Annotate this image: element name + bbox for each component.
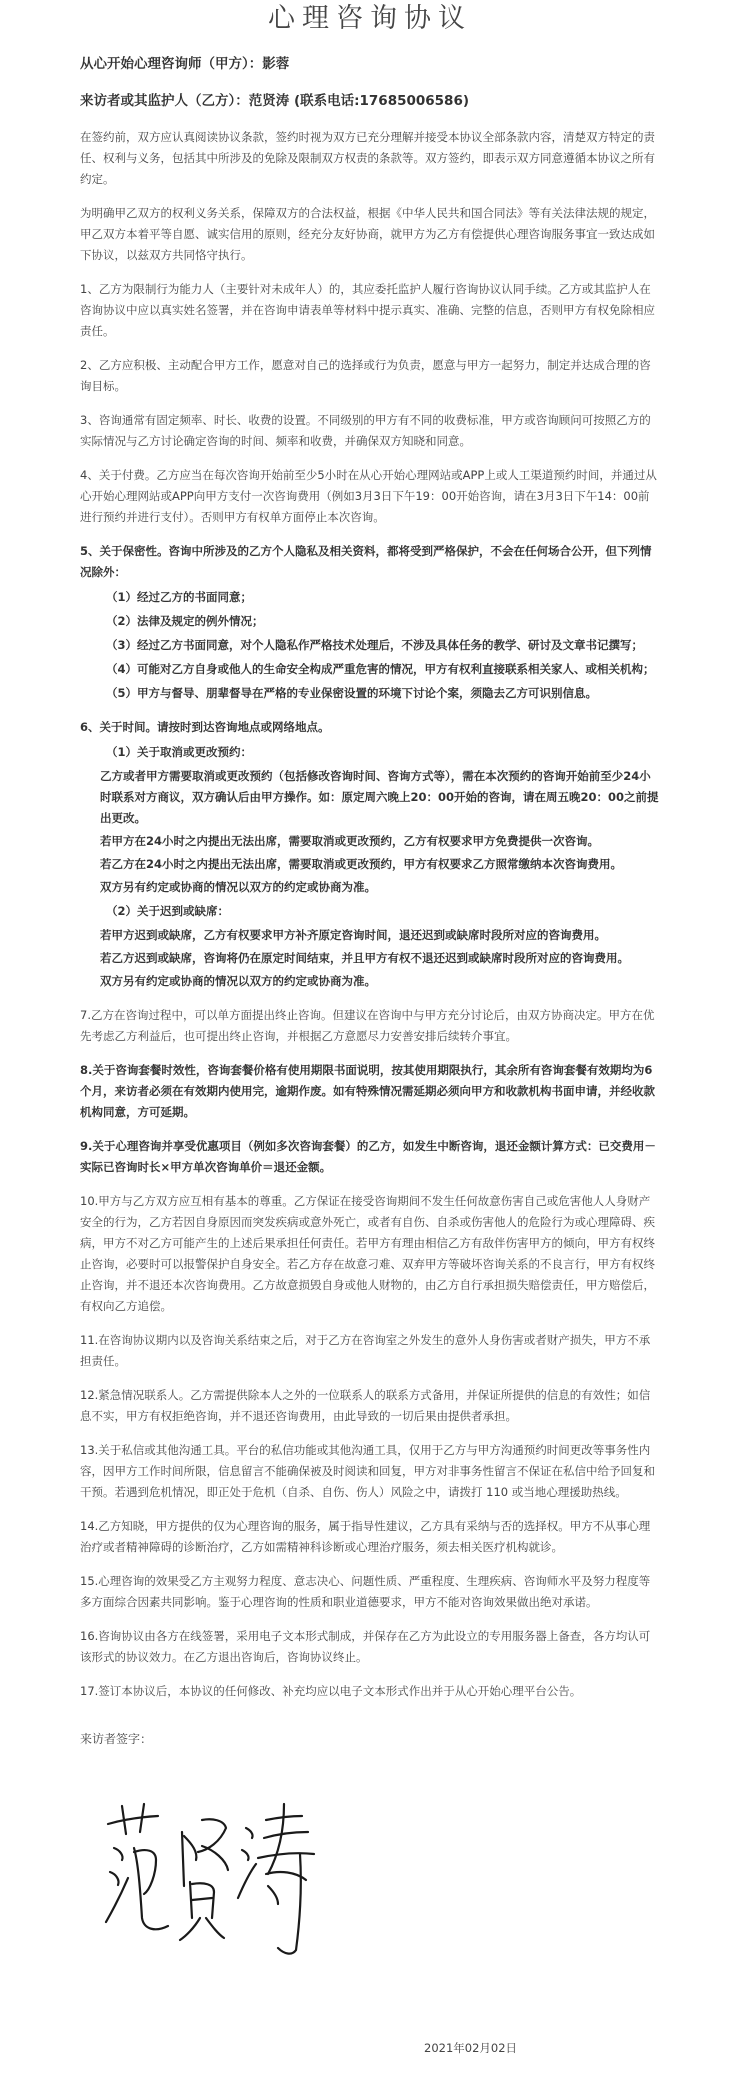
agreement-body bbox=[0, 38, 740, 1748]
clause-6-sub1-title: （1）关于取消或更改预约： bbox=[106, 745, 253, 759]
clause-13: 13.关于私信或其他沟通工具。平台的私信功能或其他沟通工具，仅用于乙方与甲方沟通预约时间更改等事务性内容，因甲方工作时间所限，信息留言不能确保被及时阅读和回复，甲方对非事务性留言不保证在私信中给予回复和干预。若遇到危机情况，即正处于危机（自杀、自伤、伤人）风险之中，请拨打 110 或当地心理援助热线。 bbox=[80, 1443, 655, 1499]
clause-10: 10.甲方与乙方双方应互相有基本的尊重。乙方保证在接受咨询期间不发生任何故意伤害自己或危害他人人身财产安全的行为，乙方若因自身原因而突发疾病或意外死亡，或者有自伤、自杀或伤害他人的危险行为或心理障碍、疾病，甲方不对乙方可能产生的上述后果承担任何责任。若甲方有理由相信乙方有敌伴伤害甲方的倾向，甲方有权终止咨询，必要时可以报警保护自身安全。若乙方存在故意刁难、双弃甲方等破坏咨询关系的不良言行，甲方有权终止咨询，并不退还本次咨询费用。乙方故意损毁自身或他人财物的，由乙方自行承担损失赔偿责任，甲方赔偿后，有权向乙方追偿。 bbox=[80, 1194, 655, 1313]
party-a: 从心开始心理咨询师（甲方）：影蓉 bbox=[80, 56, 290, 72]
clause-15: 15.心理咨询的效果受乙方主观努力程度、意志决心、问题性质、严重程度、生理疾病、咨询师水平及努力程度等多方面综合因素共同影响。鉴于心理咨询的性质和职业道德要求，甲方不能对咨询效果做出绝对承诺。 bbox=[80, 1574, 651, 1609]
clause-5-item: （5）甲方与督导、朋辈督导在严格的专业保密设置的环境下讨论个案，须隐去乙方可识别信息。 bbox=[106, 686, 597, 700]
clause-6-sub2-line: 若乙方迟到或缺席，咨询将仍在原定时间结束，并且甲方有权不退还迟到或缺席时段所对应的咨询费用。 bbox=[100, 951, 629, 965]
clause-14: 14.乙方知晓，甲方提供的仅为心理咨询的服务，属于指导性建议，乙方具有采纳与否的选择权。甲方不从事心理治疗或者精神障碍的诊断治疗，乙方如需精神科诊断或心理治疗服务，须去相关医疗机构就诊。 bbox=[80, 1519, 651, 1554]
signature-label: 来访者签字： bbox=[80, 1732, 153, 1746]
party-b: 来访者或其监护人（乙方）：范贤涛 (联系电话:17685006586) bbox=[80, 93, 470, 109]
clause-3: 3、咨询通常有固定频率、时长、收费的设置。不同级别的甲方有不同的收费标准，甲方或咨询顾问可按照乙方的实际情况与乙方讨论确定咨询的时间、频率和收费，并确保双方知晓和同意。 bbox=[80, 413, 651, 448]
clause-5 bbox=[80, 541, 660, 704]
handwritten-signature bbox=[100, 1790, 340, 1960]
clause-6-sub1-line: 若乙方在24小时之内提出无法出席，需要取消或更改预约，甲方有权要求乙方照常缴纳本次咨询费用。 bbox=[100, 857, 622, 871]
clause-5-item: （2）法律及规定的例外情况； bbox=[106, 614, 264, 628]
clause-4: 4、关于付费。乙方应当在每次咨询开始前至少5小时在从心开始心理网站或APP上或人工渠道预约时间，并通过从心开始心理网站或APP向甲方支付一次咨询费用（例如3月3日下午19：00开始咨询，请在3月3日下午14：00前进行预约并进行支付）。否则甲方有权单方面停止本次咨询。 bbox=[80, 468, 657, 524]
document-title: 心理咨询协议 bbox=[268, 3, 472, 34]
clause-6-sub1-line: 若甲方在24小时之内提出无法出席，需要取消或更改预约，乙方有权要求甲方免费提供一次咨询。 bbox=[100, 834, 599, 848]
clause-6-sub1-line: 乙方或者甲方需要取消或更改预约（包括修改咨询时间、咨询方式等），需在本次预约的咨询开始前至少24小时联系对方商议，双方确认后由甲方操作。如：原定周六晚上20：00开始的咨询，请在周五晚20：00之前提出更改。 bbox=[100, 769, 659, 825]
signing-date: 2021年02月02日 bbox=[424, 2041, 518, 2055]
clause-1: 1、乙方为限制行为能力人（主要针对未成年人）的，其应委托监护人履行咨询协议认同手续。乙方或其监护人在咨询协议中应以真实姓名签署，并在咨询申请表单等材料中提示真实、准确、完整的信息，否则甲方有权免除相应责任。 bbox=[80, 282, 655, 338]
clause-5-item: （1）经过乙方的书面同意； bbox=[106, 590, 253, 604]
clause-6-sub2-title: （2）关于迟到或缺席： bbox=[106, 904, 230, 918]
clause-5-text: 5、关于保密性。咨询中所涉及的乙方个人隐私及相关资料，都将受到严格保护，不会在任何场合公开，但下列情况除外： bbox=[80, 544, 652, 579]
clause-6-sub1-line: 双方另有约定或协商的情况以双方的约定或协商为准。 bbox=[100, 880, 376, 894]
clause-8: 8.关于咨询套餐时效性，咨询套餐价格有使用期限书面说明，按其使用期限执行，其余所有咨询套餐有效期均为6个月，来访者必须在有效期内使用完，逾期作废。如有特殊情况需延期必须向甲方和收款机构书面申请，并经收款机构同意，方可延期。 bbox=[80, 1063, 655, 1119]
clause-16: 16.咨询协议由各方在线签署，采用电子文本形式制成，并保存在乙方为此设立的专用服务器上备查，各方均认可该形式的协议效力。在乙方退出咨询后，咨询协议终止。 bbox=[80, 1629, 651, 1664]
clause-6-sub2-line: 若甲方迟到或缺席，乙方有权要求甲方补齐原定咨询时间，退还迟到或缺席时段所对应的咨询费用。 bbox=[100, 928, 606, 942]
clause-12: 12.紧急情况联系人。乙方需提供除本人之外的一位联系人的联系方式备用，并保证所提供的信息的有效性；如信息不实，甲方有权拒绝咨询，并不退还咨询费用，由此导致的一切后果由提供者承担。 bbox=[80, 1388, 651, 1423]
clause-17: 17.签订本协议后，本协议的任何修改、补充均应以电子文本形式作出并于从心开始心理平台公告。 bbox=[80, 1684, 582, 1698]
intro-paragraph: 在签约前，双方应认真阅读协议条款，签约时视为双方已充分理解并接受本协议全部条款内容，清楚双方特定的责任、权利与义务，包括其中所涉及的免除及限制双方权责的条款等。双方签约，即表示双方同意遵循本协议之所有约定。 bbox=[80, 130, 655, 186]
clause-5-item: （4）可能对乙方自身或他人的生命安全构成严重危害的情况，甲方有权利直接联系相关家人、或相关机构； bbox=[106, 662, 655, 676]
intro-paragraph: 为明确甲乙双方的权利义务关系，保障双方的合法权益，根据《中华人民共和国合同法》等有关法律法规的规定，甲乙双方本着平等自愿、诚实信用的原则，经充分友好协商，就甲方为乙方有偿提供心理咨询服务事宜一致达成如下协议，以兹双方共同恪守执行。 bbox=[80, 206, 655, 262]
clause-9: 9.关于心理咨询并享受优惠项目（例如多次咨询套餐）的乙方，如发生中断咨询，退还金额计算方式：已交费用－实际已咨询时长×甲方单次咨询单价＝退还金额。 bbox=[80, 1139, 656, 1174]
clause-6 bbox=[80, 717, 660, 992]
clause-2: 2、乙方应积极、主动配合甲方工作，愿意对自己的选择或行为负责，愿意与甲方一起努力，制定并达成合理的咨询目标。 bbox=[80, 358, 651, 393]
clause-6-text: 6、关于时间。请按时到达咨询地点或网络地点。 bbox=[80, 720, 330, 734]
clause-5-item: （3）经过乙方书面同意，对个人隐私作严格技术处理后，不涉及具体任务的教学、研讨及文章书记撰写； bbox=[106, 638, 643, 652]
clause-6-sub2-line: 双方另有约定或协商的情况以双方的约定或协商为准。 bbox=[100, 974, 376, 988]
clause-11: 11.在咨询协议期内以及咨询关系结束之后，对于乙方在咨询室之外发生的意外人身伤害或者财产损失，甲方不承担责任。 bbox=[80, 1333, 651, 1368]
clause-7: 7.乙方在咨询过程中，可以单方面提出终止咨询。但建议在咨询中与甲方充分讨论后，由双方协商决定。甲方在优先考虑乙方利益后，也可提出终止咨询，并根据乙方意愿尽力安善安排后续转介事宜。 bbox=[80, 1008, 655, 1043]
